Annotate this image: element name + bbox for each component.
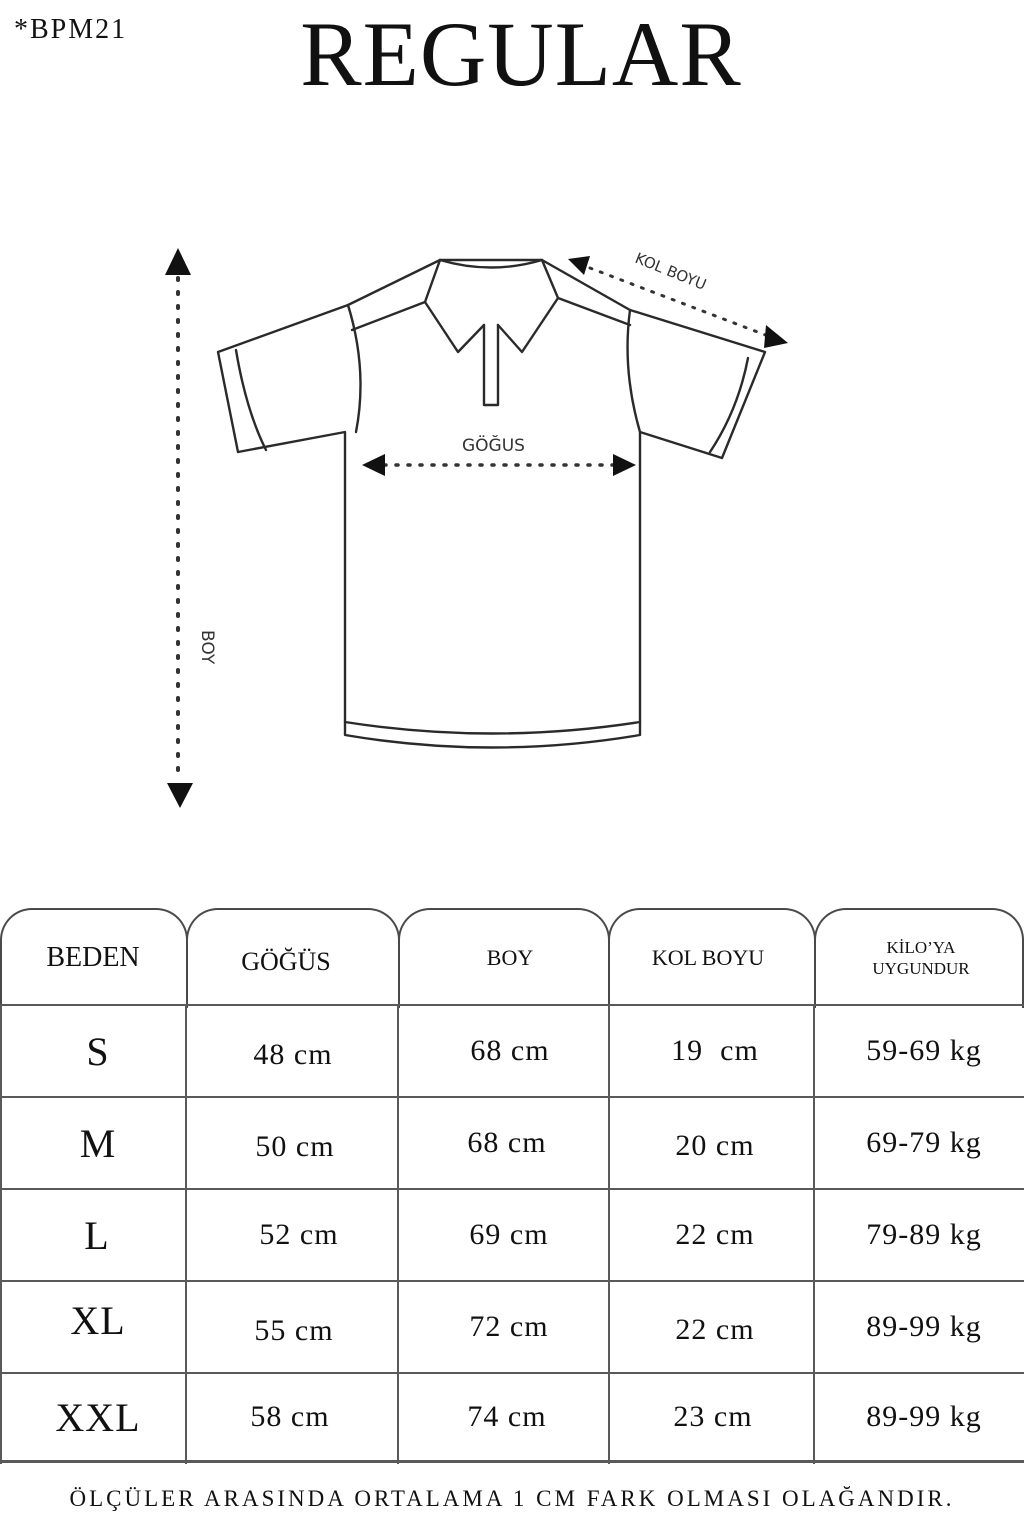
chest-cell: 52 cm	[259, 1218, 339, 1251]
sleeve-cell: 19 cm	[671, 1034, 759, 1067]
table-row	[0, 1188, 1024, 1280]
header-label-kilo-line2: UYGUNDUR	[872, 959, 970, 978]
length-arrow	[165, 248, 193, 808]
length-cell: 72 cm	[469, 1310, 549, 1343]
table-header	[0, 908, 1024, 1008]
length-label: BOY	[197, 630, 217, 665]
size-cell: XL	[70, 1297, 126, 1343]
measurement-note: ÖLÇÜLER ARASINDA ORTALAMA 1 CM FARK OLMASI OLAĞANDIR.	[69, 1486, 955, 1511]
header-label-beden: BEDEN	[46, 942, 140, 973]
table-body	[0, 1004, 1024, 1463]
fit-title: REGULAR	[300, 3, 742, 105]
header-label-kilo	[814, 908, 1024, 1008]
header-label-gogus: GÖĞÜS	[241, 947, 331, 976]
weight-cell: 59-69 kg	[866, 1034, 982, 1067]
chest-arrow	[362, 454, 636, 476]
table-row	[0, 1280, 1024, 1372]
size-cell: S	[86, 1028, 110, 1074]
product-code: *BPM21	[14, 14, 128, 45]
size-table	[0, 908, 1024, 1464]
length-cell: 74 cm	[467, 1400, 547, 1433]
table-row	[0, 1372, 1024, 1463]
weight-cell: 69-79 kg	[866, 1126, 982, 1159]
header-label-kilo-line1: KİLO’YA	[886, 938, 956, 957]
sleeve-label: KOL BOYU	[632, 249, 709, 294]
chest-cell: 48 cm	[253, 1038, 333, 1071]
header-label-boy: BOY	[486, 945, 534, 970]
size-cell: XXL	[55, 1394, 141, 1440]
length-cell: 69 cm	[469, 1218, 549, 1251]
chest-cell: 58 cm	[250, 1400, 330, 1433]
weight-cell: 89-99 kg	[866, 1400, 982, 1433]
sleeve-cell: 20 cm	[675, 1129, 755, 1162]
weight-cell: 89-99 kg	[866, 1310, 982, 1343]
chest-label: GÖĞUS	[462, 436, 525, 456]
chest-cell: 50 cm	[255, 1130, 335, 1163]
size-cell: L	[84, 1212, 110, 1258]
table-row	[0, 1004, 1024, 1096]
weight-cell: 79-89 kg	[866, 1218, 982, 1251]
sleeve-cell: 22 cm	[675, 1313, 755, 1346]
header-label-kol-boyu: KOL BOYU	[651, 945, 765, 970]
sleeve-cell: 22 cm	[675, 1218, 755, 1251]
table-row	[0, 1096, 1024, 1188]
length-cell: 68 cm	[470, 1034, 550, 1067]
chest-cell: 55 cm	[254, 1314, 334, 1347]
length-cell: 68 cm	[467, 1126, 547, 1159]
polo-shirt-outline	[218, 260, 765, 748]
sleeve-cell: 23 cm	[673, 1400, 753, 1433]
size-cell: M	[79, 1120, 117, 1166]
